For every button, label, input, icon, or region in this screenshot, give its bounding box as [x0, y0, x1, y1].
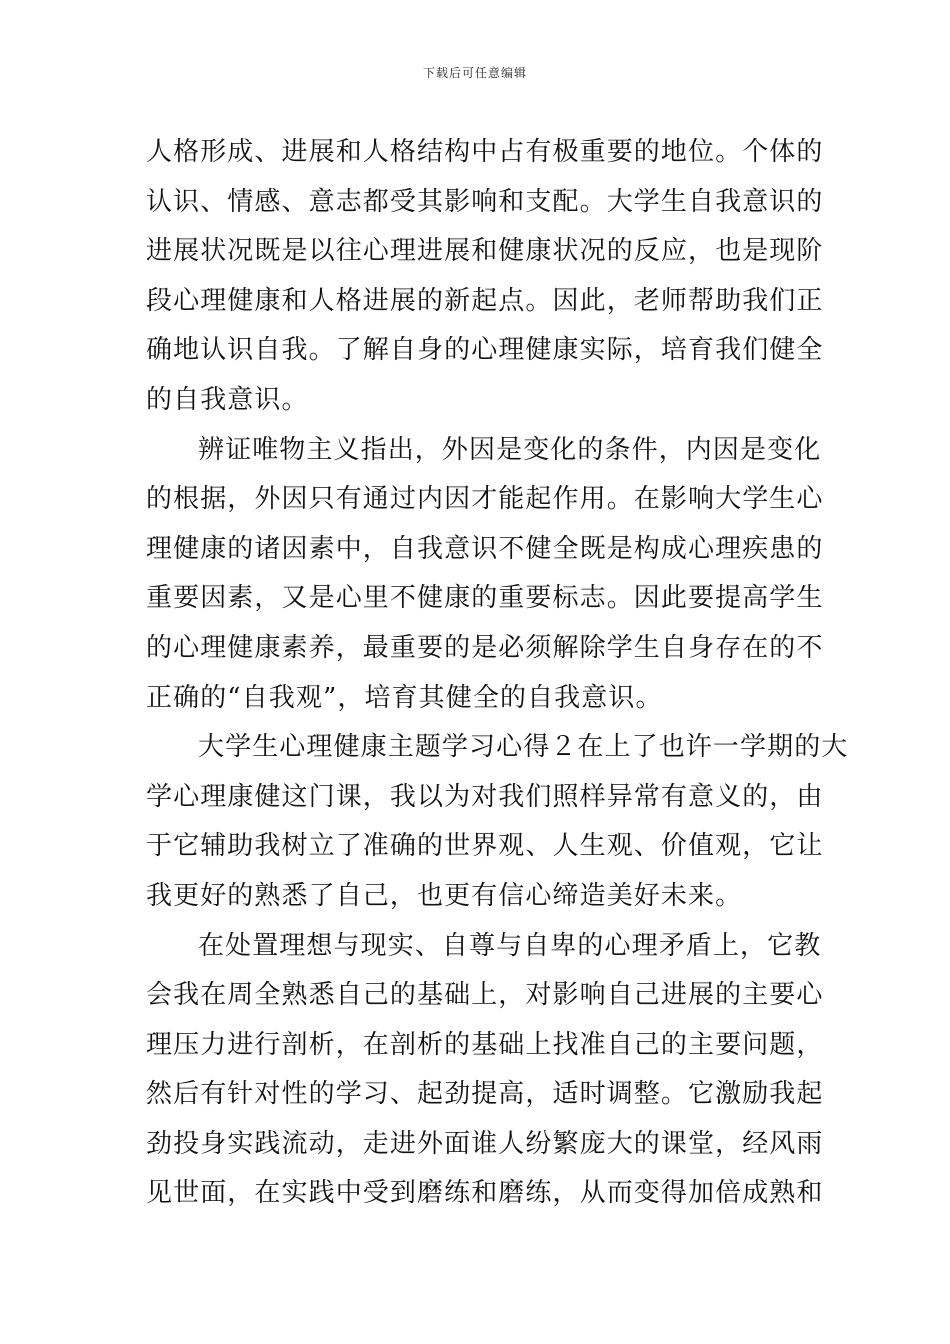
text-line: 段心理健康和人格进展的新起点。因此，老师帮助我们正 — [146, 285, 824, 316]
text-line: 认识、情感、意志都受其影响和支配。大学生自我意识的 — [146, 186, 824, 217]
paragraph-first-line: 大学生心理健康主题学习心得２在上了也许一学期的大 — [198, 732, 849, 763]
text-line: 理健康的诸因素中，自我意识不健全既是构成心理疾患的 — [146, 533, 824, 564]
text-line: 理压力进行剖析，在剖析的基础上找准自己的主要问题， — [146, 1029, 824, 1060]
text-line: 见世面，在实践中受到磨练和磨练，从而变得加倍成熟和 — [146, 1178, 824, 1209]
text-line: 的自我意识。 — [146, 384, 309, 415]
text-line: 学心理康健这门课，我以为对我们照样异常有意义的，由 — [146, 781, 824, 812]
text-line: 确地认识自我。了解自身的心理健康实际，培育我们健全 — [146, 335, 824, 366]
text-line: 进展状况既是以往心理进展和健康状况的反应，也是现阶 — [146, 236, 824, 267]
text-line: 正确的“自我观”，培育其健全的自我意识。 — [146, 682, 663, 713]
text-line: 的心理健康素养，最重要的是必须解除学生自身存在的不 — [146, 632, 824, 663]
paragraph-first-line: 在处置理想与现实、自尊与自卑的心理矛盾上，它教 — [198, 930, 822, 961]
paragraph-first-line: 辨证唯物主义指出，外因是变化的条件，内因是变化 — [198, 434, 822, 465]
page-header: 下载后可任意编辑 — [422, 66, 527, 80]
document-body — [146, 128, 849, 1219]
text-line: 的根据，外因只有通过内因才能起作用。在影响大学生心 — [146, 484, 824, 515]
text-line: 我更好的熟悉了自己，也更有信心缔造美好未来。 — [146, 880, 743, 911]
text-line: 会我在周全熟悉自己的基础上，对影响自己进展的主要心 — [146, 980, 824, 1011]
text-line: 劲投身实践流动，走进外面谁人纷繁庞大的课堂，经风雨 — [146, 1128, 824, 1159]
text-line: 然后有针对性的学习、起劲提高，适时调整。它激励我起 — [146, 1079, 824, 1110]
text-line: 人格形成、进展和人格结构中占有极重要的地位。个体的 — [146, 137, 824, 167]
text-line: 于它辅助我树立了准确的世界观、人生观、价值观，它让 — [146, 831, 824, 862]
text-line: 重要因素，又是心里不健康的重要标志。因此要提高学生 — [146, 583, 824, 614]
